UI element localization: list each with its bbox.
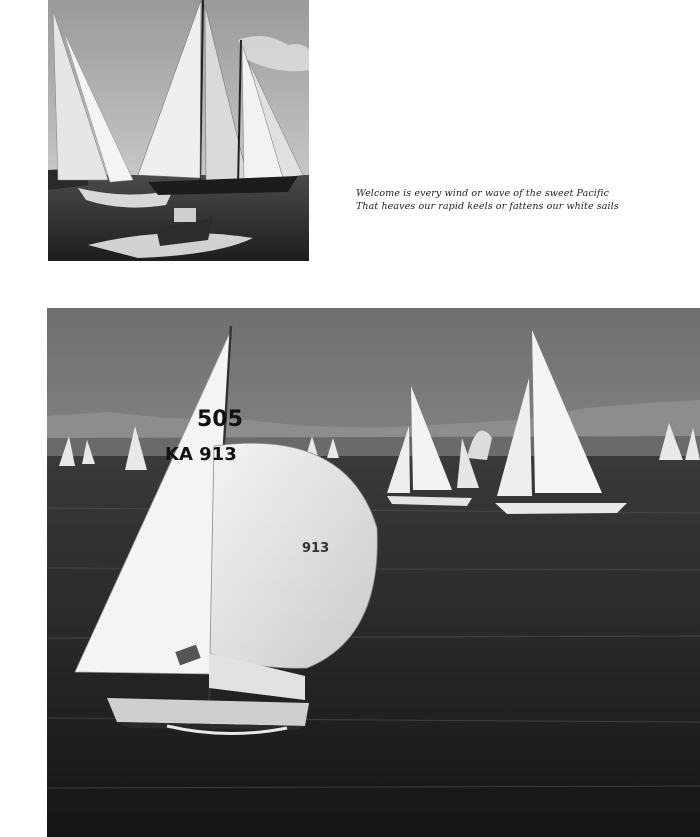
poem-caption — [356, 187, 656, 213]
sail-number: KA 913 — [165, 444, 237, 465]
top-sailing-photo — [48, 0, 309, 261]
class-mark-505: 505 — [197, 407, 243, 432]
spinnaker-number: 913 — [302, 541, 330, 556]
main-sailing-photo — [47, 308, 700, 837]
caption-line-1: Welcome is every wind or wave of the sweet Pacific — [356, 188, 610, 199]
caption-line-2: That heaves our rapid keels or fattens our white sails — [356, 201, 619, 212]
